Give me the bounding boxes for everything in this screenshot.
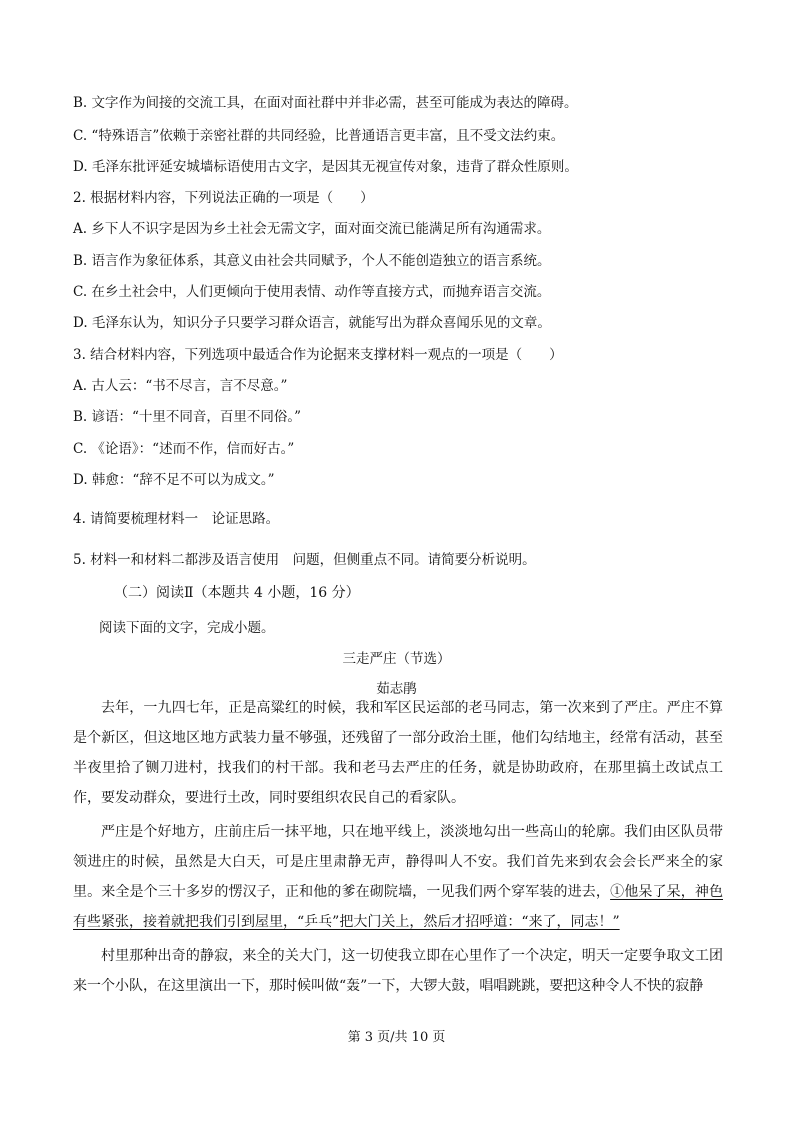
section-heading: （二）阅读Ⅱ（本题共 4 小题，16 分） bbox=[114, 585, 360, 601]
paragraph-1: 去年，一九四七年，正是高粱红的时候，我和军区民运部的老马同志，第一次来到了严庄。严庄不算是个新区，但这地区地方武装力量不够强，还残留了一部分政治土匪，他们勾结地主，经常有活动，甚至半夜里拾了铡刀进村，找我们的村干部。我和老马去严庄的任务，就是协助政府，在那里搞土改试点工作，要发动群众，要进行土改，同时要组织农民自己的看家队。 bbox=[73, 700, 723, 806]
page-footer: 第 3 页/共 10 页 bbox=[347, 1030, 446, 1045]
q1-option-d: D. 毛泽东批评延安城墙标语使用古文字，是因其无视宣传对象，违背了群众性原则。 bbox=[73, 159, 578, 175]
q3-option-d: D. 韩愈：“辞不足不可以为成文。” bbox=[73, 472, 275, 488]
q1-option-c: C. “特殊语言”依赖于亲密社群的共同经验，比普通语言更丰富，且不受文法约束。 bbox=[73, 128, 565, 144]
q2-option-d: D. 毛泽东认为，知识分子只要学习群众语言，就能写出为群众喜闻乐见的文章。 bbox=[73, 315, 551, 331]
question-2: 2. 根据材料内容，下列说法正确的一项是（ ） bbox=[73, 190, 374, 206]
q3-option-b: B. 谚语：“十里不同音，百里不同俗。” bbox=[73, 409, 302, 425]
passage-author: 茹志鹃 bbox=[376, 681, 417, 697]
question-3: 3. 结合材料内容，下列选项中最适合作为论据来支撑材料一观点的一项是（ ） bbox=[73, 347, 563, 363]
underlined-sentence-1: ①他呆了呆，神色有些紧张，接着就把我们引到屋里，“乒乓”把大门关上，然后才招呼道：“来了，同志！” bbox=[73, 884, 724, 930]
q3-option-c: C. 《论语》：“述而不作，信而好古。” bbox=[73, 441, 295, 457]
q1-option-b: B. 文字作为间接的交流工具，在面对面社群中并非必需，甚至可能成为表达的障碍。 bbox=[73, 95, 578, 111]
paragraph-2-text: 严庄是个好地方，庄前庄后一抹平地，只在地平线上，淡淡地勾出一些高山的轮廓。我们由区队员带领进庄的时候，虽然是大白天，可是庄里肃静无声，静得叫人不安。我们首先来到农会会长严来全的家里。来全是个三十多岁的愣汉子，正和他的爹在砌院墙，一见我们两个穿军装的进去， bbox=[73, 824, 723, 900]
paragraph-3: 村里那种出奇的静寂，来全的关大门，这一切使我立即在心里作了一个决定，明天一定要争取文工团来一个小队，在这里演出一下，那时候叫做“轰”一下，大锣大鼓，唱唱跳跳，要把这种令人不快的寂静 bbox=[73, 948, 723, 994]
question-5: 5. 材料一和材料二都涉及语言使用 问题，但侧重点不同。请简要分析说明。 bbox=[73, 552, 536, 568]
paragraph-2 bbox=[73, 817, 723, 937]
question-4: 4. 请简要梳理材料一 论证思路。 bbox=[73, 511, 280, 527]
q2-option-b: B. 语言作为象征体系，其意义由社会共同赋予，个人不能创造独立的语言系统。 bbox=[73, 253, 551, 269]
q2-option-a: A. 乡下人不识字是因为乡土社会无需文字，面对面交流已能满足所有沟通需求。 bbox=[73, 221, 551, 237]
q3-option-a: A. 古人云：“书不尽言，言不尽意。” bbox=[73, 378, 288, 394]
reading-instruction: 阅读下面的文字，完成小题。 bbox=[99, 620, 275, 636]
q2-option-c: C. 在乡土社会中，人们更倾向于使用表情、动作等直接方式，而抛弃语言交流。 bbox=[73, 284, 551, 300]
passage-title: 三走严庄（节选） bbox=[342, 651, 451, 667]
